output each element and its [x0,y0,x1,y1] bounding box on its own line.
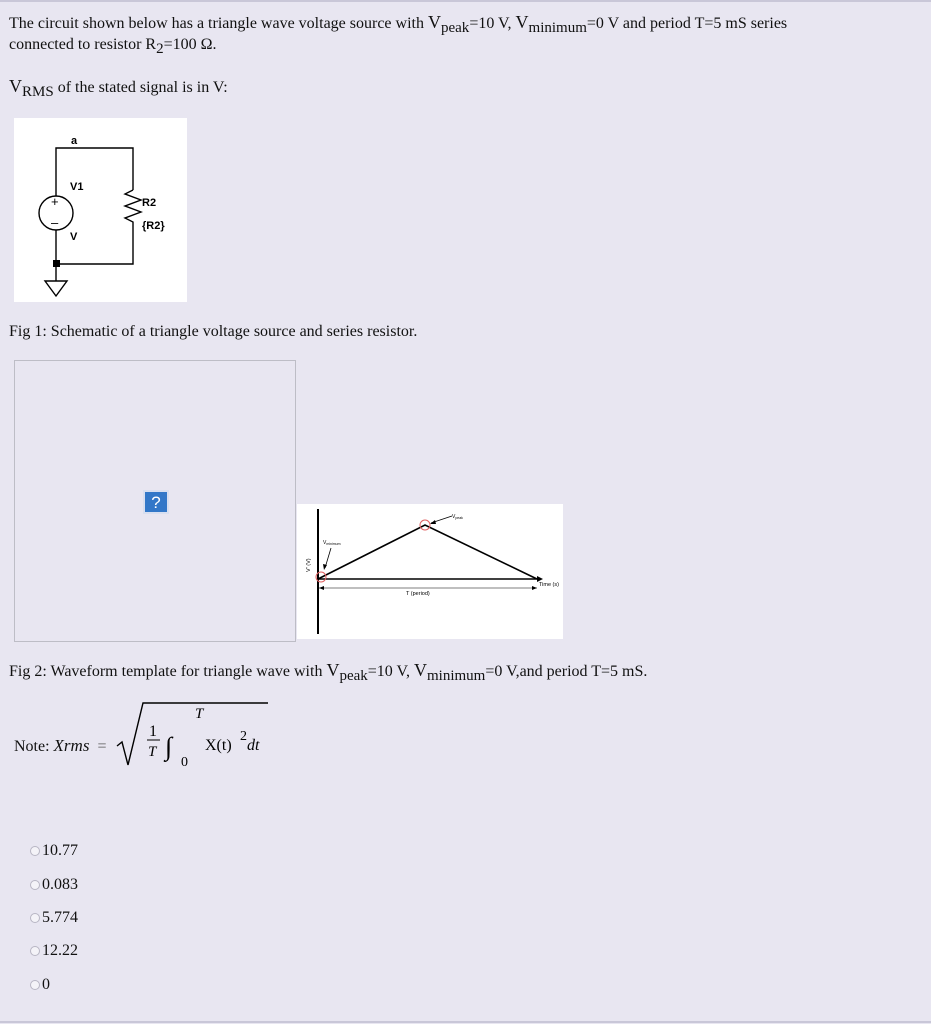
integral-sign: ∫ [165,732,173,761]
option-4[interactable]: 12.22 [30,942,78,964]
radio-button[interactable] [30,880,40,890]
option-1[interactable]: 10.77 [30,842,78,864]
resistor-value: {R2} [142,220,165,232]
radio-button[interactable] [30,946,40,956]
time-axis-label: Time (s) [539,582,559,588]
bottom-border [0,1021,931,1023]
circuit-schematic-figure [14,118,187,302]
note-label: Note: Xrms = [14,736,107,755]
integrand: X(t) [205,737,232,754]
lower-limit: 0 [181,755,188,768]
waveform-figure [297,504,563,639]
option-3[interactable]: 5.774 [30,909,78,931]
formula-one: 1 [149,723,157,740]
question-prompt: VRMS of the stated signal is in V: [9,76,228,100]
option-2[interactable]: 0.083 [30,876,78,898]
broken-image-icon: ? [143,490,169,514]
broken-image-placeholder [14,360,296,642]
radio-button[interactable] [30,846,40,856]
upper-limit: T [195,706,204,722]
node-label: a [71,135,78,147]
plus-sign: + [51,194,59,209]
radio-button[interactable] [30,980,40,990]
xrms-symbol: Xrms [53,736,90,755]
resistor-name: R2 [142,197,157,209]
dt: dt [247,737,260,754]
source-name: V1 [70,181,84,193]
question-text-line2: connected to resistor R2=100 Ω. [9,36,217,57]
equals-sign: = [97,738,107,755]
power-2: 2 [240,729,247,744]
period-label: T (period) [406,591,430,597]
figure2-caption: Fig 2: Waveform template for triangle wave with Vpeak=10 V, Vminimum=0 V,and period T=5 mS. [9,660,648,684]
top-border [0,0,931,2]
option-5[interactable]: 0 [30,976,50,998]
radio-button[interactable] [30,913,40,923]
y-axis-label: V' (V) [306,558,312,572]
figure1-caption: Fig 1: Schematic of a triangle voltage source and series resistor. [9,323,418,340]
question-text-line1: The circuit shown below has a triangle wave voltage source with Vpeak=10 V, Vminimum=0 V and period T=5 mS series [9,12,788,36]
rms-formula [103,698,273,768]
source-value: V [70,231,78,243]
vpeak-label: $V_{peak}$ [452,514,463,520]
vmin-label: $V_{minimum}$ [323,540,341,546]
formula-T: T [148,744,157,760]
minus-sign: – [51,215,59,230]
